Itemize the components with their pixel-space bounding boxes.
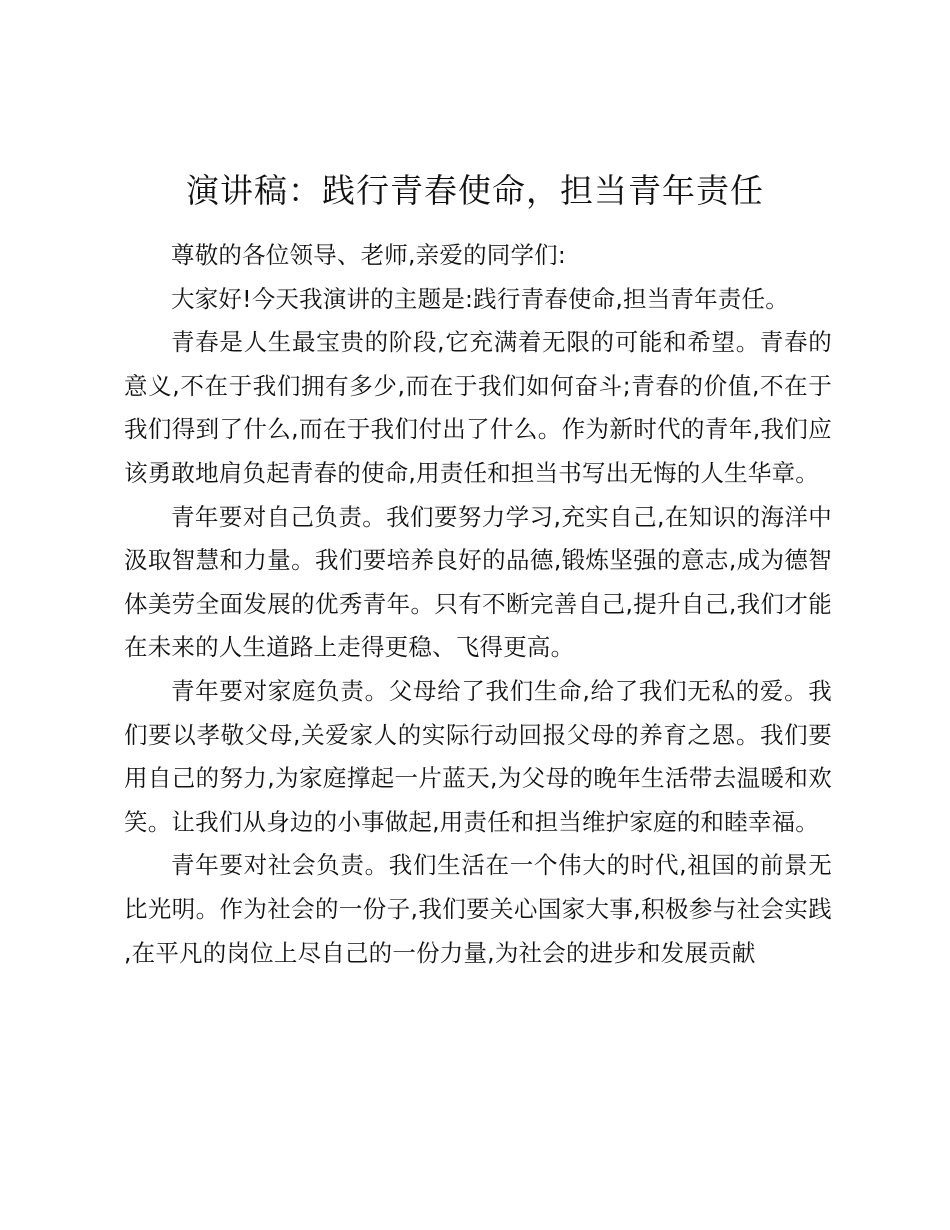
self-responsibility-paragraph: 青年要对自己负责。我们要努力学习,充实自己,在知识的海洋中汲取智慧和力量。我们要培养良好的品德,锻炼坚强的意志,成为德智体美劳全面发展的优秀青年。只有不断完善自己,提升自己,我们才能在未来的人生道路上走得更稳、飞得更高。 [124, 502, 832, 662]
speech-body [124, 234, 832, 975]
greeting-paragraph: 大家好!今天我演讲的主题是:践行青春使命,担当青年责任。 [171, 284, 789, 313]
document-title: 演讲稿：践行青春使命，担当青年责任 [186, 171, 764, 210]
family-responsibility-paragraph: 青年要对家庭负责。父母给了我们生命,给了我们无私的爱。我们要以孝敬父母,关爱家人的实际行动回报父母的养育之恩。我们要用自己的努力,为家庭撑起一片蓝天,为父母的晚年生活带去温暖和欢笑。让我们从身边的小事做起,用责任和担当维护家庭的和睦幸福。 [124, 676, 832, 836]
salutation-paragraph: 尊敬的各位领导、老师,亲爱的同学们: [171, 241, 566, 269]
intro-paragraph: 青春是人生最宝贵的阶段,它充满着无限的可能和希望。青春的意义,不在于我们拥有多少,而在于我们如何奋斗;青春的价值,不在于我们得到了什么,而在于我们付出了什么。作为新时代的青年,我们应该勇敢地肩负起青春的使命,用责任和担当书写出无悔的人生华章。 [124, 328, 832, 487]
society-responsibility-paragraph: 青年要对社会负责。我们生活在一个伟大的时代,祖国的前景无比光明。作为社会的一份子,我们要关心国家大事,积极参与社会实践,在平凡的岗位上尽自己的一份力量,为社会的进步和发展贡献 [124, 851, 832, 967]
